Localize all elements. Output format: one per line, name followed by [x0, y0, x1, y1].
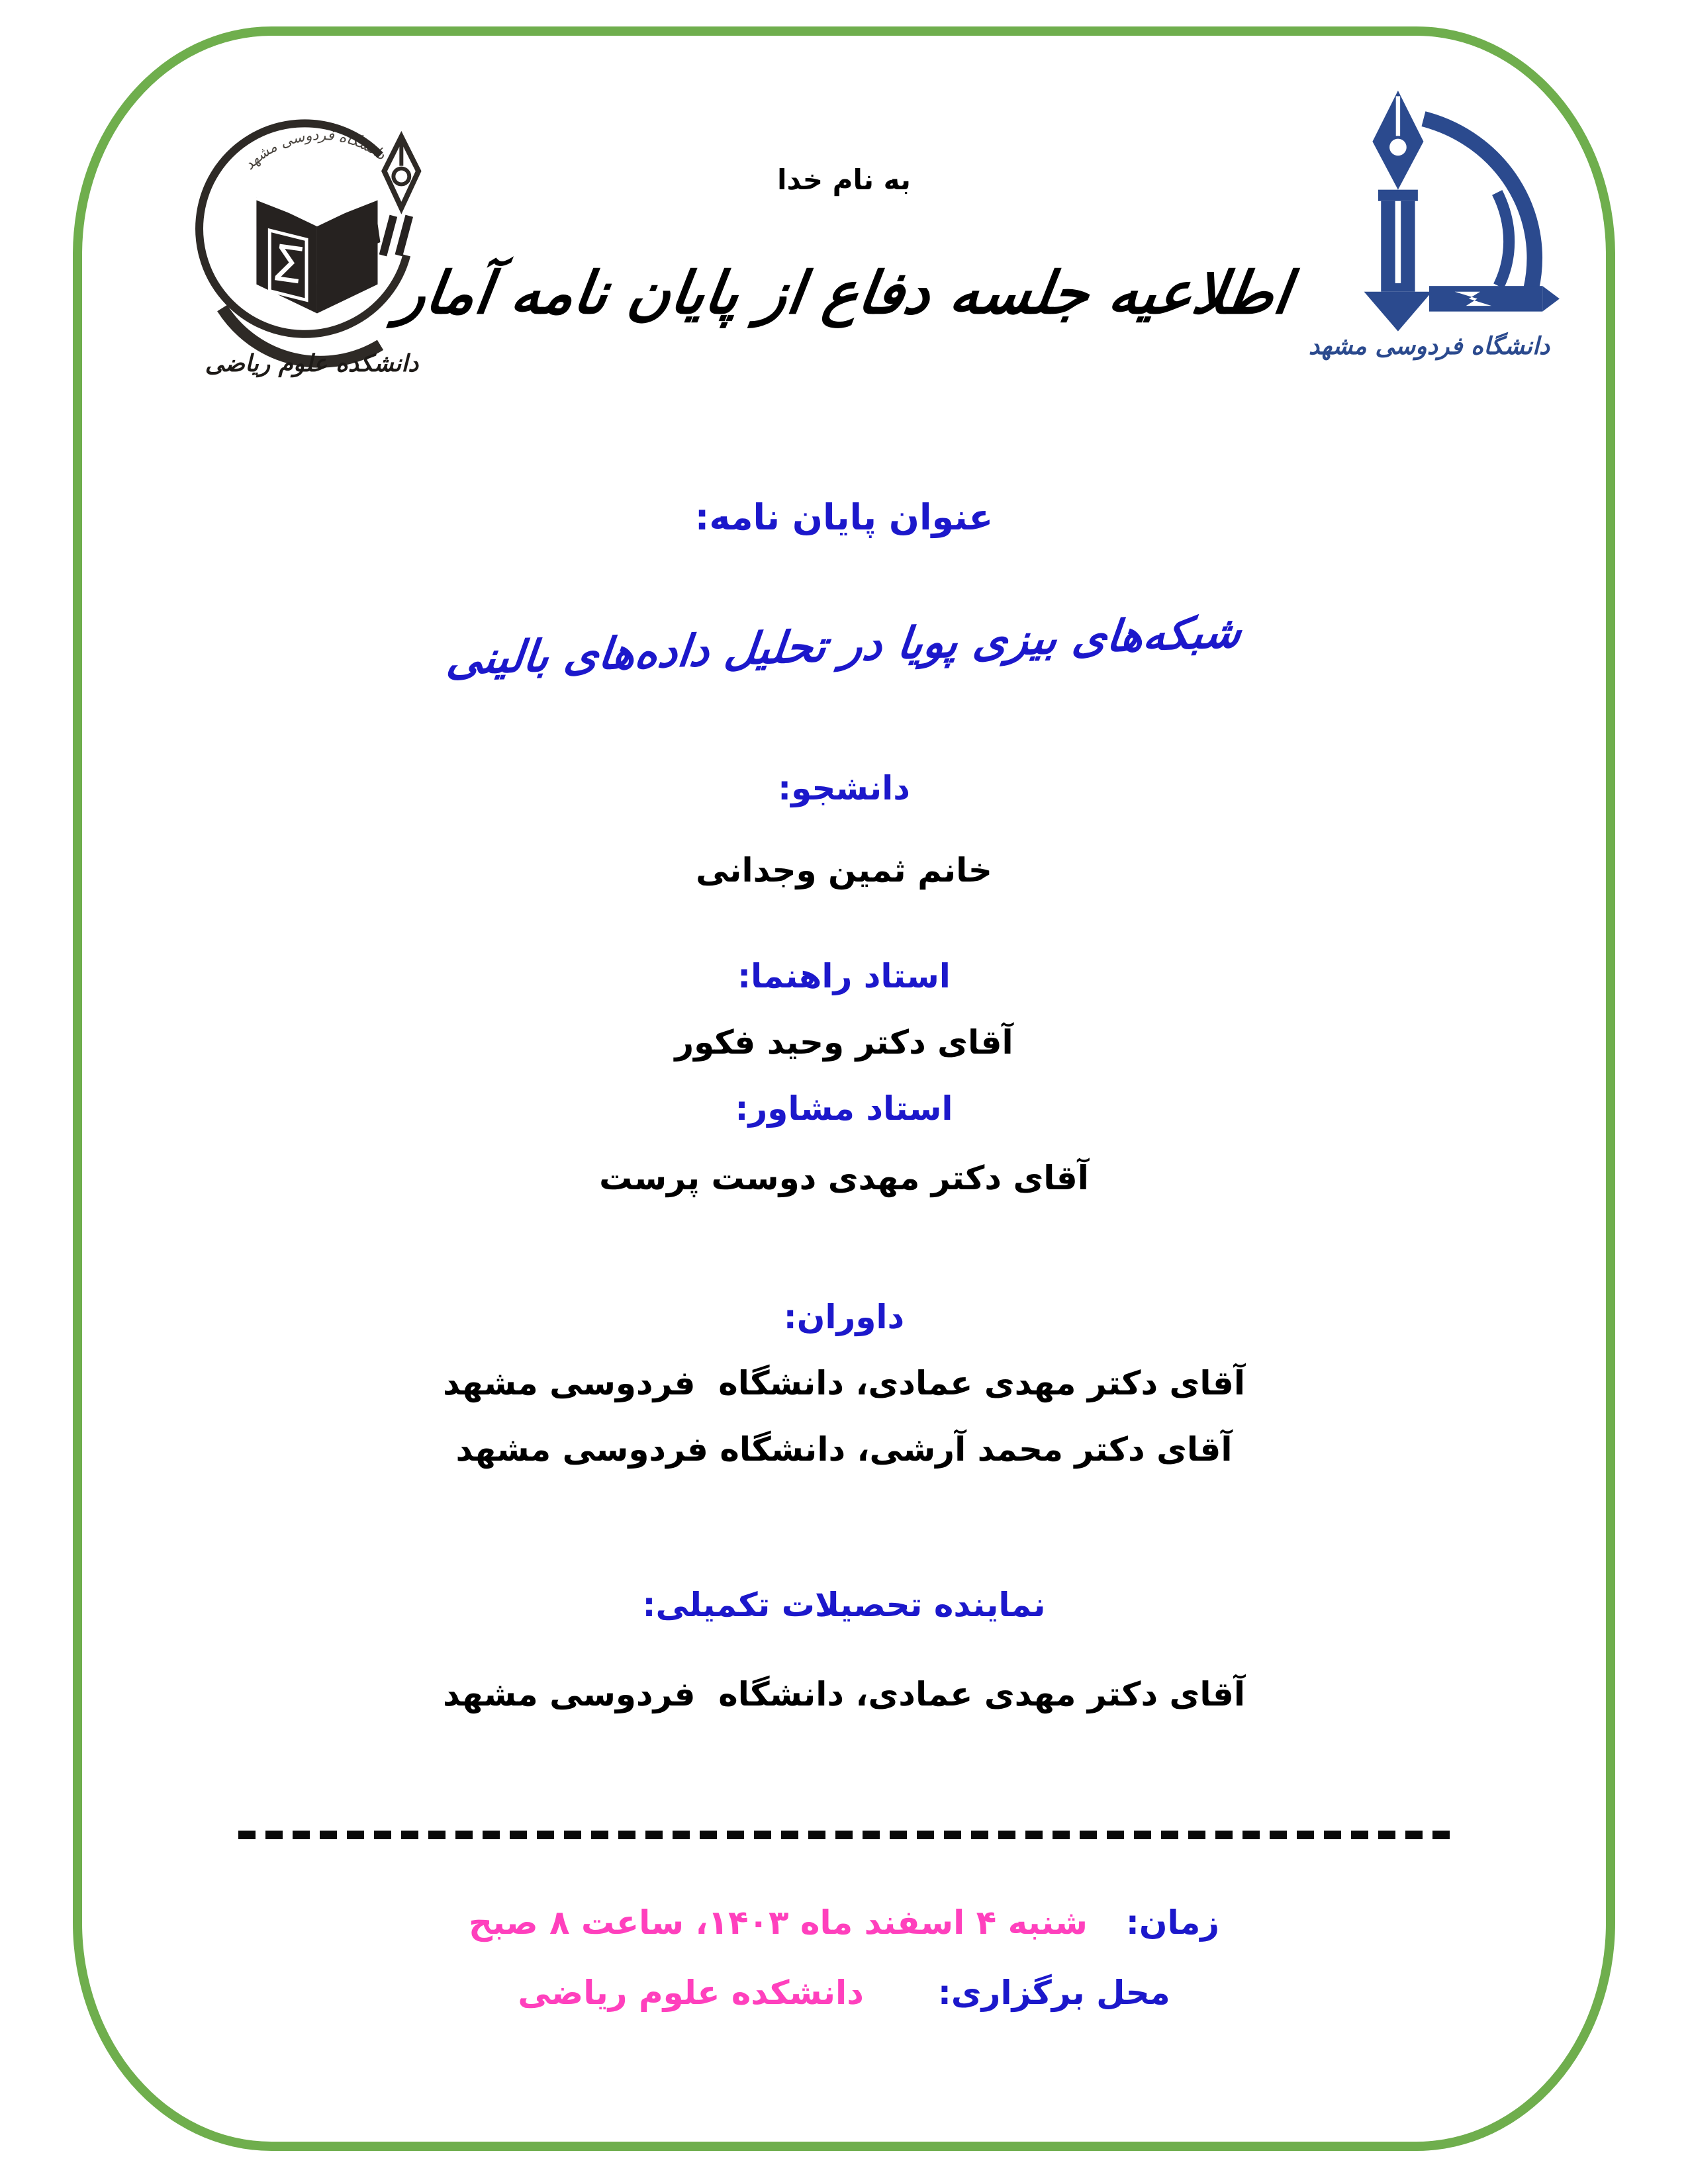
referee-item: آقای دکتر مهدی عمادی، دانشگاه فردوسی مشهد	[442, 1364, 1246, 1402]
time-value: شنبه ۴ اسفند ماه ۱۴۰۳، ساعت ۸ صبح	[468, 1903, 1088, 1942]
referee-item: آقای دکتر محمد آرشی، دانشگاه فردوسی مشهد	[455, 1430, 1233, 1469]
pen-leg-right	[399, 216, 409, 255]
advisor-name: آقای دکتر مهدی دوست پرست	[599, 1159, 1089, 1197]
math-faculty-logo	[180, 99, 444, 384]
venue-value: دانشکده علوم ریاضی	[518, 1974, 864, 2012]
math-faculty-logo-graphic	[180, 99, 444, 384]
advisor-label: استاد مشاور:	[735, 1089, 953, 1128]
thesis-title-calligraphy: شبکه‌های بیزی پویا در تحلیل داده‌های بالینی	[444, 606, 1244, 685]
referees-label: داوران:	[783, 1298, 905, 1336]
time-row	[0, 1903, 1688, 1942]
logo-caption-text: دانشکده علوم ریاضی	[205, 350, 419, 378]
announcement-title-calligraphy: اطلاعیه جلسه دفاع از پایان نامه آمار	[393, 259, 1295, 327]
grad-rep-label: نماینده تحصیلات تکمیلی:	[642, 1586, 1046, 1624]
pen-leg-left	[383, 216, 393, 255]
bismillah-text: به نام خدا	[777, 163, 911, 196]
thesis-title-label: عنوان پایان نامه:	[694, 496, 994, 538]
pen-nib-hole	[1389, 139, 1407, 156]
venue-label: محل برگزاری:	[937, 1974, 1170, 2012]
sigma-glyph: Σ	[268, 233, 308, 296]
supervisor-label: استاد راهنما:	[737, 957, 951, 995]
logo-arc-text: دانشگاه فردوسی مشهد	[241, 127, 389, 173]
time-label: زمان:	[1125, 1903, 1220, 1942]
venue-row	[0, 1974, 1688, 2012]
grad-rep-name: آقای دکتر مهدی عمادی، دانشگاه فردوسی مشهد	[442, 1675, 1246, 1713]
logo-caption-text: دانشگاه فردوسی مشهد	[1308, 331, 1550, 360]
dashed-divider	[238, 1831, 1450, 1839]
student-label: دانشجو:	[778, 769, 910, 807]
supervisor-name: آقای دکتر وحید فکور	[675, 1023, 1013, 1062]
student-name: خانم ثمین وجدانی	[696, 851, 992, 889]
